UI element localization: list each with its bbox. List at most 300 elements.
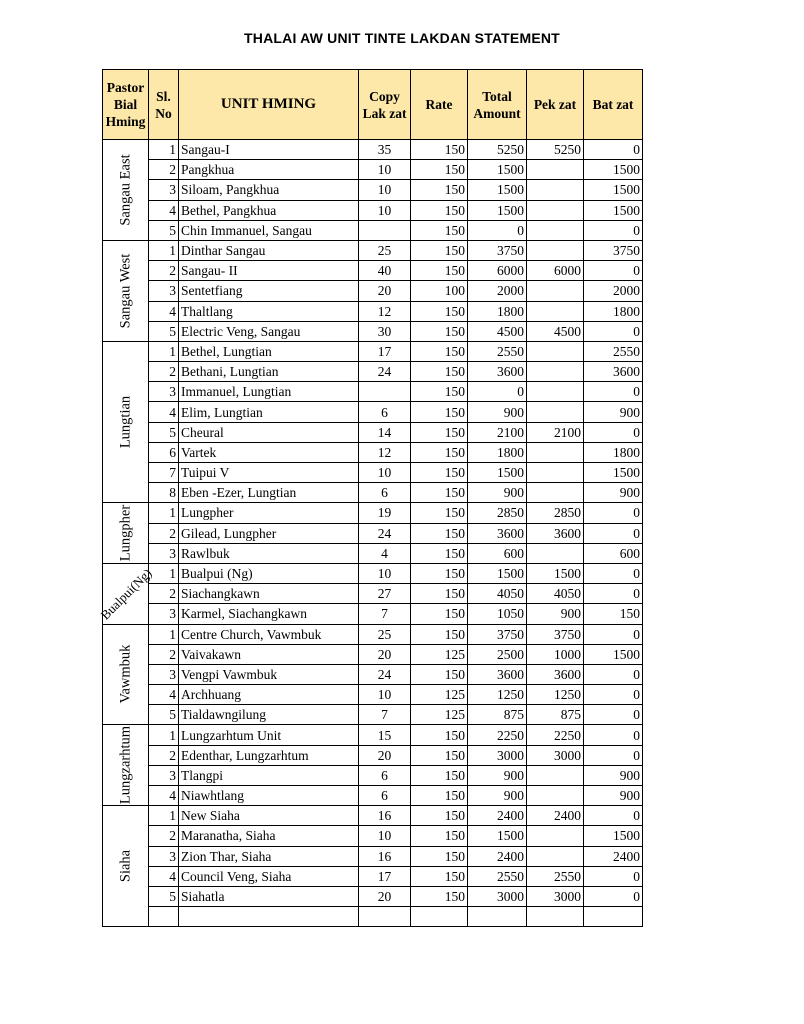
bat-zat-cell: 0 [584, 503, 643, 523]
total-cell: 3000 [468, 886, 527, 906]
sl-cell: 2 [149, 261, 179, 281]
copy-cell: 20 [359, 281, 411, 301]
copy-cell: 20 [359, 644, 411, 664]
total-cell: 2250 [468, 725, 527, 745]
pek-zat-cell [527, 240, 584, 260]
empty-cell [584, 907, 643, 927]
pek-zat-cell: 2100 [527, 422, 584, 442]
copy-cell: 20 [359, 745, 411, 765]
bat-zat-cell: 0 [584, 563, 643, 583]
pek-zat-cell: 5250 [527, 140, 584, 160]
unit-name-cell: Sangau-I [179, 140, 359, 160]
total-cell: 5250 [468, 140, 527, 160]
total-cell: 3600 [468, 664, 527, 684]
rate-cell: 125 [411, 644, 468, 664]
total-cell: 2400 [468, 846, 527, 866]
pek-zat-cell [527, 543, 584, 563]
table-row [103, 624, 643, 644]
pek-zat-cell [527, 200, 584, 220]
pastor-group-label: Lungtian [117, 395, 133, 449]
sl-cell: 5 [149, 220, 179, 240]
table-row [103, 402, 643, 422]
copy-cell: 10 [359, 685, 411, 705]
bat-zat-cell: 0 [584, 584, 643, 604]
sl-cell: 4 [149, 866, 179, 886]
bat-zat-cell: 2000 [584, 281, 643, 301]
unit-name-cell: Siahatla [179, 886, 359, 906]
total-cell: 900 [468, 765, 527, 785]
sl-cell: 2 [149, 160, 179, 180]
bat-zat-cell: 150 [584, 604, 643, 624]
bat-zat-cell: 0 [584, 664, 643, 684]
total-cell: 1800 [468, 442, 527, 462]
pek-zat-cell: 875 [527, 705, 584, 725]
unit-name-cell: Bethani, Lungtian [179, 362, 359, 382]
sl-cell: 4 [149, 402, 179, 422]
pastor-group-label: Lungzarhtum [117, 726, 133, 805]
rate-cell: 150 [411, 725, 468, 745]
pek-zat-cell: 2550 [527, 866, 584, 886]
table-row [103, 806, 643, 826]
rate-cell: 150 [411, 341, 468, 361]
pek-zat-cell: 3000 [527, 886, 584, 906]
table-row [103, 261, 643, 281]
rate-cell: 150 [411, 786, 468, 806]
copy-cell: 10 [359, 563, 411, 583]
table-row [103, 281, 643, 301]
bat-zat-cell: 2400 [584, 846, 643, 866]
table-row [103, 180, 643, 200]
header-rate: Rate [411, 70, 468, 140]
rate-cell: 150 [411, 745, 468, 765]
sl-cell: 3 [149, 543, 179, 563]
table-row [103, 765, 643, 785]
pek-zat-cell: 2250 [527, 725, 584, 745]
total-cell: 2850 [468, 503, 527, 523]
pek-zat-cell [527, 765, 584, 785]
pek-zat-cell: 2400 [527, 806, 584, 826]
pastor-group-label: Vawmbuk [117, 645, 133, 704]
bat-zat-cell: 1500 [584, 200, 643, 220]
copy-cell: 7 [359, 705, 411, 725]
unit-name-cell: Bualpui (Ng) [179, 563, 359, 583]
pek-zat-cell: 3600 [527, 523, 584, 543]
copy-cell [359, 220, 411, 240]
table-row [103, 584, 643, 604]
bat-zat-cell: 0 [584, 321, 643, 341]
sl-cell: 2 [149, 362, 179, 382]
pek-zat-cell: 1000 [527, 644, 584, 664]
bat-zat-cell: 3600 [584, 362, 643, 382]
table-row [103, 301, 643, 321]
total-cell: 1500 [468, 826, 527, 846]
bat-zat-cell: 1500 [584, 644, 643, 664]
table-row [103, 240, 643, 260]
sl-cell: 3 [149, 180, 179, 200]
header-bat-zat: Bat zat [584, 70, 643, 140]
bat-zat-cell: 1500 [584, 160, 643, 180]
pek-zat-cell: 900 [527, 604, 584, 624]
bat-zat-cell: 0 [584, 382, 643, 402]
total-cell: 1500 [468, 563, 527, 583]
header-row [103, 70, 643, 140]
sl-cell: 1 [149, 725, 179, 745]
copy-cell: 24 [359, 664, 411, 684]
unit-name-cell: Archhuang [179, 685, 359, 705]
unit-name-cell: Bethel, Pangkhua [179, 200, 359, 220]
rate-cell: 150 [411, 180, 468, 200]
unit-name-cell: Chin Immanuel, Sangau [179, 220, 359, 240]
header-pek-zat: Pek zat [527, 70, 584, 140]
sl-cell: 3 [149, 664, 179, 684]
table-row [103, 685, 643, 705]
copy-cell: 25 [359, 624, 411, 644]
sl-cell: 1 [149, 624, 179, 644]
pastor-group-label: Sangau East [117, 154, 133, 226]
total-cell: 4050 [468, 584, 527, 604]
total-cell: 600 [468, 543, 527, 563]
pek-zat-cell [527, 463, 584, 483]
bat-zat-cell: 1800 [584, 301, 643, 321]
unit-name-cell: Siachangkawn [179, 584, 359, 604]
table-row [103, 483, 643, 503]
pastor-group-label: Siaha [117, 850, 133, 883]
bat-zat-cell: 0 [584, 745, 643, 765]
empty-cell [149, 907, 179, 927]
sl-cell: 3 [149, 765, 179, 785]
pastor-group-cell [103, 725, 149, 806]
sl-cell: 5 [149, 886, 179, 906]
empty-cell [527, 907, 584, 927]
table-row [103, 604, 643, 624]
table-row [103, 200, 643, 220]
total-cell: 4500 [468, 321, 527, 341]
pastor-group-cell [103, 624, 149, 725]
total-cell: 2550 [468, 866, 527, 886]
total-cell: 1800 [468, 301, 527, 321]
bat-zat-cell: 0 [584, 725, 643, 745]
unit-name-cell: Pangkhua [179, 160, 359, 180]
unit-name-cell: Immanuel, Lungtian [179, 382, 359, 402]
sl-cell: 4 [149, 786, 179, 806]
sl-cell: 1 [149, 240, 179, 260]
table-row [103, 664, 643, 684]
copy-cell: 6 [359, 402, 411, 422]
bat-zat-cell: 1500 [584, 180, 643, 200]
rate-cell: 150 [411, 483, 468, 503]
unit-name-cell: Vaivakawn [179, 644, 359, 664]
sl-cell: 3 [149, 604, 179, 624]
bat-zat-cell: 0 [584, 140, 643, 160]
table-row [103, 382, 643, 402]
unit-name-cell: Sentetfiang [179, 281, 359, 301]
header-copy: Copy Lak zat [359, 70, 411, 140]
unit-name-cell: Dinthar Sangau [179, 240, 359, 260]
table-row [103, 463, 643, 483]
unit-name-cell: Eben -Ezer, Lungtian [179, 483, 359, 503]
unit-name-cell: Cheural [179, 422, 359, 442]
table-row [103, 362, 643, 382]
total-cell: 3750 [468, 624, 527, 644]
unit-name-cell: Centre Church, Vawmbuk [179, 624, 359, 644]
copy-cell: 27 [359, 584, 411, 604]
unit-name-cell: Tialdawngilung [179, 705, 359, 725]
statement-table [96, 69, 643, 927]
sl-cell: 2 [149, 584, 179, 604]
pek-zat-cell: 3600 [527, 664, 584, 684]
total-cell: 900 [468, 483, 527, 503]
unit-name-cell: Vengpi Vawmbuk [179, 664, 359, 684]
rate-cell: 150 [411, 563, 468, 583]
pek-zat-cell: 3750 [527, 624, 584, 644]
bat-zat-cell: 0 [584, 705, 643, 725]
pek-zat-cell: 4050 [527, 584, 584, 604]
total-cell: 900 [468, 786, 527, 806]
unit-name-cell: Tuipui V [179, 463, 359, 483]
rate-cell: 150 [411, 140, 468, 160]
sl-cell: 2 [149, 745, 179, 765]
table-row [103, 422, 643, 442]
copy-cell: 24 [359, 362, 411, 382]
copy-cell: 6 [359, 483, 411, 503]
bat-zat-cell: 0 [584, 624, 643, 644]
total-cell: 875 [468, 705, 527, 725]
table-row [103, 846, 643, 866]
total-cell: 900 [468, 402, 527, 422]
copy-cell: 15 [359, 725, 411, 745]
rate-cell: 125 [411, 685, 468, 705]
pek-zat-cell [527, 846, 584, 866]
bat-zat-cell: 0 [584, 523, 643, 543]
rate-cell: 150 [411, 765, 468, 785]
sl-cell: 3 [149, 382, 179, 402]
unit-name-cell: Sangau- II [179, 261, 359, 281]
sl-cell: 3 [149, 846, 179, 866]
pek-zat-cell [527, 362, 584, 382]
pek-zat-cell [527, 301, 584, 321]
table-body [96, 140, 643, 927]
total-cell: 2550 [468, 341, 527, 361]
rate-cell: 150 [411, 806, 468, 826]
table-row [103, 826, 643, 846]
total-cell: 0 [468, 382, 527, 402]
sl-cell: 2 [149, 523, 179, 543]
copy-cell: 6 [359, 786, 411, 806]
unit-name-cell: Bethel, Lungtian [179, 341, 359, 361]
rate-cell: 150 [411, 503, 468, 523]
bat-zat-cell: 0 [584, 220, 643, 240]
table-row [103, 503, 643, 523]
rate-cell: 150 [411, 160, 468, 180]
rate-cell: 150 [411, 261, 468, 281]
total-cell: 2000 [468, 281, 527, 301]
rate-cell: 150 [411, 846, 468, 866]
rate-cell: 150 [411, 463, 468, 483]
bat-zat-cell: 0 [584, 806, 643, 826]
pek-zat-cell: 1500 [527, 563, 584, 583]
total-cell: 3000 [468, 745, 527, 765]
copy-cell: 14 [359, 422, 411, 442]
copy-cell: 25 [359, 240, 411, 260]
pek-zat-cell: 1250 [527, 685, 584, 705]
sl-cell: 4 [149, 685, 179, 705]
sl-cell: 4 [149, 301, 179, 321]
rate-cell: 150 [411, 240, 468, 260]
copy-cell: 10 [359, 200, 411, 220]
copy-cell: 10 [359, 180, 411, 200]
header-total: Total Amount [468, 70, 527, 140]
table-row [103, 644, 643, 664]
copy-cell: 40 [359, 261, 411, 281]
table-row [103, 745, 643, 765]
copy-cell: 7 [359, 604, 411, 624]
copy-cell: 30 [359, 321, 411, 341]
unit-name-cell: Council Veng, Siaha [179, 866, 359, 886]
unit-name-cell: Electric Veng, Sangau [179, 321, 359, 341]
unit-name-cell: Edenthar, Lungzarhtum [179, 745, 359, 765]
sl-cell: 5 [149, 422, 179, 442]
sl-cell: 6 [149, 442, 179, 462]
pek-zat-cell [527, 160, 584, 180]
empty-cell [468, 907, 527, 927]
total-cell: 1050 [468, 604, 527, 624]
empty-cell [411, 907, 468, 927]
rate-cell: 150 [411, 321, 468, 341]
sl-cell: 1 [149, 503, 179, 523]
copy-cell [359, 382, 411, 402]
pastor-group-label: Sangau West [117, 253, 133, 329]
pek-zat-cell: 2850 [527, 503, 584, 523]
pek-zat-cell [527, 180, 584, 200]
sl-cell: 1 [149, 140, 179, 160]
unit-name-cell: Lungpher [179, 503, 359, 523]
sl-cell: 7 [149, 463, 179, 483]
copy-cell: 17 [359, 341, 411, 361]
unit-name-cell: Elim, Lungtian [179, 402, 359, 422]
rate-cell: 150 [411, 422, 468, 442]
page-title: THALAI AW UNIT TINTE LAKDAN STATEMENT [244, 30, 560, 46]
table-row [103, 725, 643, 745]
pek-zat-cell [527, 382, 584, 402]
unit-name-cell: New Siaha [179, 806, 359, 826]
sl-cell: 3 [149, 281, 179, 301]
total-cell: 2100 [468, 422, 527, 442]
header-sl-no: Sl. No [149, 70, 179, 140]
rate-cell: 100 [411, 281, 468, 301]
unit-name-cell: Gilead, Lungpher [179, 523, 359, 543]
sl-cell: 2 [149, 826, 179, 846]
table-row [103, 523, 643, 543]
table-row [103, 220, 643, 240]
table-row [103, 563, 643, 583]
rate-cell: 150 [411, 382, 468, 402]
copy-cell: 16 [359, 806, 411, 826]
empty-cell [359, 907, 411, 927]
pek-zat-cell: 4500 [527, 321, 584, 341]
rate-cell: 150 [411, 604, 468, 624]
table-row [103, 341, 643, 361]
unit-name-cell: Niawhtlang [179, 786, 359, 806]
total-cell: 3750 [468, 240, 527, 260]
copy-cell: 10 [359, 463, 411, 483]
table-row [103, 140, 643, 160]
rate-cell: 150 [411, 362, 468, 382]
copy-cell: 24 [359, 523, 411, 543]
table-row [103, 543, 643, 563]
sl-cell: 2 [149, 644, 179, 664]
copy-cell: 10 [359, 160, 411, 180]
unit-name-cell: Thaltlang [179, 301, 359, 321]
table-row [103, 705, 643, 725]
rate-cell: 150 [411, 220, 468, 240]
total-cell: 2500 [468, 644, 527, 664]
total-cell: 3600 [468, 523, 527, 543]
rate-cell: 150 [411, 624, 468, 644]
rate-cell: 150 [411, 543, 468, 563]
bat-zat-cell: 1500 [584, 463, 643, 483]
bat-zat-cell: 900 [584, 765, 643, 785]
pek-zat-cell: 6000 [527, 261, 584, 281]
rate-cell: 150 [411, 886, 468, 906]
bat-zat-cell: 0 [584, 685, 643, 705]
empty-row [103, 907, 643, 927]
copy-cell: 20 [359, 886, 411, 906]
unit-name-cell: Rawlbuk [179, 543, 359, 563]
unit-name-cell: Maranatha, Siaha [179, 826, 359, 846]
total-cell: 1500 [468, 200, 527, 220]
pastor-group-cell [103, 240, 149, 341]
unit-name-cell: Vartek [179, 442, 359, 462]
rate-cell: 150 [411, 402, 468, 422]
sl-cell: 5 [149, 705, 179, 725]
sl-cell: 1 [149, 806, 179, 826]
header-pastor: Pastor Bial Hming [103, 70, 149, 140]
pek-zat-cell [527, 483, 584, 503]
unit-name-cell: Zion Thar, Siaha [179, 846, 359, 866]
pek-zat-cell [527, 220, 584, 240]
sl-cell: 8 [149, 483, 179, 503]
total-cell: 1500 [468, 160, 527, 180]
copy-cell: 12 [359, 442, 411, 462]
pek-zat-cell [527, 786, 584, 806]
copy-cell: 16 [359, 846, 411, 866]
bat-zat-cell: 900 [584, 402, 643, 422]
sl-cell: 1 [149, 563, 179, 583]
rate-cell: 150 [411, 584, 468, 604]
rate-cell: 150 [411, 442, 468, 462]
bat-zat-cell: 0 [584, 866, 643, 886]
header-unit-hming: UNIT HMING [179, 70, 359, 140]
table-row [103, 786, 643, 806]
copy-cell: 12 [359, 301, 411, 321]
bat-zat-cell: 1500 [584, 826, 643, 846]
rate-cell: 125 [411, 705, 468, 725]
rate-cell: 150 [411, 826, 468, 846]
rate-cell: 150 [411, 664, 468, 684]
total-cell: 1250 [468, 685, 527, 705]
pastor-group-cell [103, 806, 149, 927]
sl-cell: 1 [149, 341, 179, 361]
rate-cell: 150 [411, 301, 468, 321]
pastor-group-cell [96, 563, 155, 624]
rate-cell: 150 [411, 523, 468, 543]
sl-cell: 5 [149, 321, 179, 341]
pek-zat-cell [527, 826, 584, 846]
total-cell: 1500 [468, 180, 527, 200]
pastor-group-cell [103, 140, 149, 241]
pek-zat-cell [527, 442, 584, 462]
total-cell: 0 [468, 220, 527, 240]
